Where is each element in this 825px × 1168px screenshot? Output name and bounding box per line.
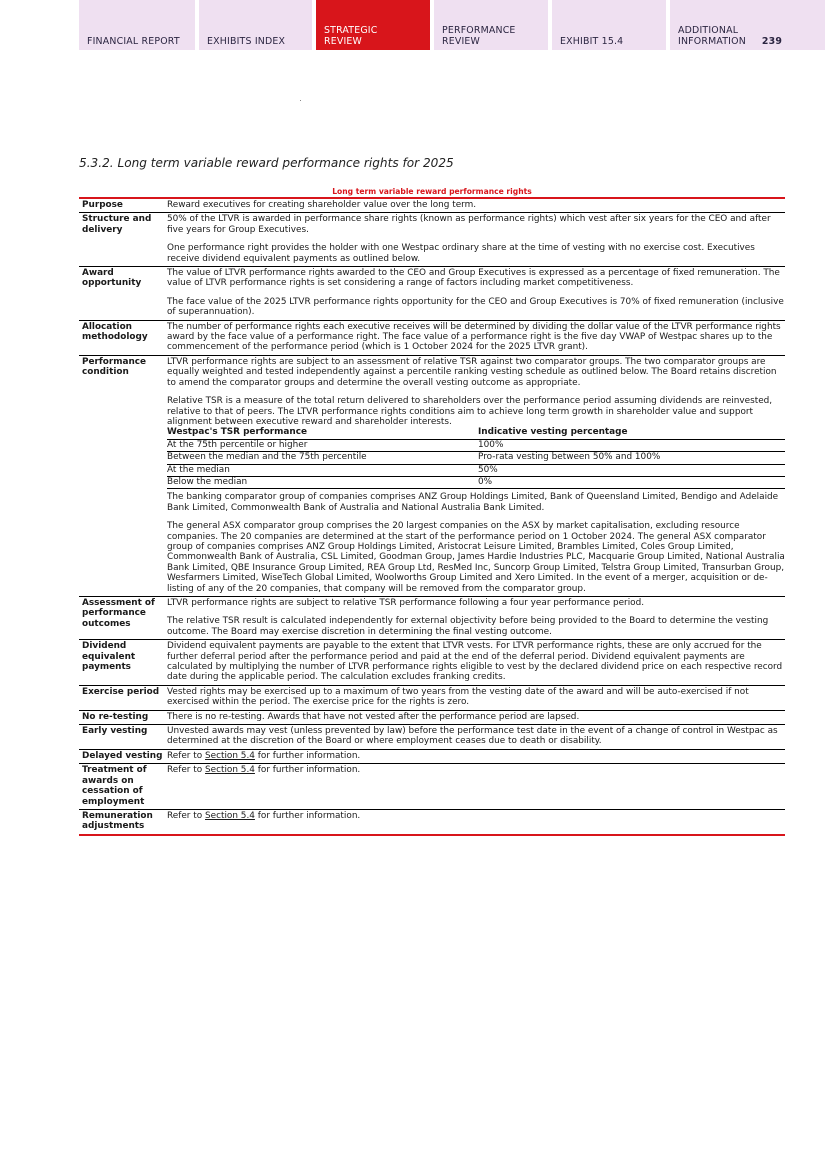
table-row — [79, 749, 785, 763]
tsr-vesting-table — [167, 427, 785, 489]
row-paragraph: One performance right provides the holder with one Westpac ordinary share at the time of vesting with no exercise cost. Executives receive dividend equivalent payments as outlined below. — [167, 243, 755, 264]
row-paragraph: Vested rights may be exercised up to a maximum of two years from the vesting date of the award and will be auto-exercised if not exercised within the period. The exercise price for the rights is zero. — [167, 686, 749, 708]
row-value — [167, 685, 785, 710]
row-value — [167, 809, 785, 834]
tsr-cell: Between the median and the 75th percentile — [167, 452, 478, 464]
tsr-cell: At the median — [167, 464, 478, 476]
reference-text: for further information. — [254, 765, 361, 776]
row-value — [167, 725, 785, 750]
row-label: No re-testing — [79, 710, 167, 724]
tsr-row — [167, 452, 785, 464]
tab-label: EXHIBITS INDEX — [207, 35, 286, 47]
reference-text: Refer to — [167, 765, 206, 776]
tab-exhibit-15-4[interactable] — [552, 0, 666, 50]
tsr-header-cell: Indicative vesting percentage — [478, 427, 785, 439]
row-value — [167, 213, 785, 267]
reference-text: Refer to — [167, 810, 206, 821]
table-row — [79, 213, 785, 267]
row-label: Remuneration adjustments — [79, 809, 167, 834]
tsr-header-cell: Westpac's TSR performance — [167, 427, 478, 439]
table-row — [79, 809, 785, 834]
row-paragraph: Unvested awards may vest (unless prevented by law) before the performance test date in the event of a change of control in Westpac as determined at the discretion of the Board or where employment ceases due to death or disability. — [167, 726, 778, 747]
tab-label: STRATEGIC REVIEW — [324, 25, 378, 47]
row-paragraph: The general ASX comparator group comprises the 20 largest companies on the ASX by market capitalisation, excluding resource companies. The 20 companies are determined at the start of the performance period on 1 October 2024. The general ASX comparator group of companies comprises ANZ Group Holdings Limited, Aristocrat Leisure Limited, Brambles Limited, Coles Group Limited, Commonwealth Bank of Australia, CSL Limited, Goodman Group, James Hardie Industries PLC, Macquarie Group Limited, National Australia Bank Limited, QBE Insurance Group Limited, REA Group Ltd, ResMed Inc, Suncorp Group Limited, Telstra Group Limited, Transurban Group, Wesfarmers Limited, WiseTech Global Limited, Woolworths Group Limited and Xero Limited. In the event of a merger, acquisition or de-listing of any of the 20 companies, that company will be removed from the comparator group. — [167, 521, 785, 594]
row-paragraph: Relative TSR is a measure of the total return delivered to shareholders over the performance period assuming dividends are reinvested, relative to that of peers. The LTVR performance rights conditions aim to achieve long term growth in shareholder value and support alignment between executive reward and shareholder interests. — [167, 396, 773, 427]
tab-financial-report[interactable] — [79, 0, 195, 50]
section-reference — [167, 811, 785, 821]
row-value — [167, 597, 785, 640]
row-paragraph: The banking comparator group of companies comprises ANZ Group Holdings Limited, Bank of Queensland Limited, Bendigo and Adelaide Bank Limited, Commonwealth Bank of Australia and National Australia Bank Limited. — [167, 492, 779, 513]
table-row — [79, 764, 785, 810]
row-label: Early vesting — [79, 725, 167, 750]
table-row — [79, 725, 785, 750]
table-row — [79, 710, 785, 724]
row-paragraph: The number of performance rights each executive receives will be determined by dividing the dollar value of the LTVR performance rights award by the face value of a performance right. The face value of a performance right is the five day VWAP of Westpac shares up to the commencement of the performance period (which is 1 October 2024 for the 2025 LTVR grant). — [167, 321, 781, 353]
reference-text: for further information. — [254, 810, 361, 821]
tsr-cell: 100% — [478, 439, 785, 451]
tsr-row — [167, 439, 785, 451]
row-label: Award opportunity — [79, 267, 167, 321]
tab-label: EXHIBIT 15.4 — [560, 35, 624, 47]
row-label: Delayed vesting — [79, 749, 167, 763]
table-row — [79, 355, 785, 596]
tsr-cell: 0% — [478, 476, 785, 488]
row-label: Structure and delivery — [79, 213, 167, 267]
table-row — [79, 640, 785, 686]
tsr-cell: 50% — [478, 464, 785, 476]
row-value — [167, 710, 785, 724]
tsr-cell: At the 75th percentile or higher — [167, 439, 478, 451]
reference-text: Refer to — [167, 750, 206, 761]
tsr-header-row — [167, 427, 785, 439]
table-row — [79, 267, 785, 321]
stray-dot — [300, 100, 301, 101]
ltvr-table — [79, 197, 785, 836]
row-label: Assessment of performance outcomes — [79, 597, 167, 640]
row-paragraph: Dividend equivalent payments are payable to the extent that LTVR vests. For LTVR performance rights, these are only accrued for the further deferral period after the performance period and paid at the end of the deferral period. Dividend equivalent payments are calculated by multiplying the number of LTVR performance rights eligible to vest by the declared dividend price on each respective record date during the applicable period. The calculation excludes franking credits. — [167, 641, 783, 683]
row-paragraph: There is no re-testing. Awards that have not vested after the performance period are lapsed. — [167, 711, 580, 722]
row-label: Purpose — [79, 198, 167, 213]
tab-additional-information[interactable] — [670, 0, 825, 50]
row-label: Allocation methodology — [79, 320, 167, 355]
section-reference — [167, 751, 785, 761]
tab-label: FINANCIAL REPORT — [87, 35, 180, 47]
table-row — [79, 198, 785, 213]
row-value — [167, 198, 785, 213]
row-paragraph: LTVR performance rights are subject to relative TSR performance following a four year performance period. — [167, 598, 645, 608]
row-value — [167, 267, 785, 321]
tsr-row — [167, 476, 785, 488]
table-row — [79, 597, 785, 640]
row-value — [167, 355, 785, 596]
reference-text: for further information. — [254, 750, 361, 761]
row-value — [167, 764, 785, 810]
row-paragraph: The relative TSR result is calculated independently for external objectivity before being provided to the Board to determine the vesting outcome. The Board may exercise discretion in determining the final vesting outcome. — [167, 616, 769, 637]
table-row — [79, 320, 785, 355]
row-label: Performance condition — [79, 355, 167, 596]
tab-label: ADDITIONAL INFORMATION — [678, 25, 746, 47]
tsr-row — [167, 464, 785, 476]
row-label: Treatment of awards on cessation of employment — [79, 764, 167, 810]
table-caption: Long term variable reward performance rights — [332, 187, 532, 196]
tab-strategic-review[interactable] — [316, 0, 430, 50]
section-link[interactable]: Section 5.4 — [205, 765, 255, 776]
section-reference — [167, 765, 785, 775]
row-label: Exercise period — [79, 685, 167, 710]
tsr-cell: Below the median — [167, 476, 478, 488]
row-paragraph: The value of LTVR performance rights awarded to the CEO and Group Executives is expressed as a percentage of fixed remuneration. The value of LTVR performance rights is set considering a range of factors including market competitiveness. — [167, 268, 780, 289]
row-label: Dividend equivalent payments — [79, 640, 167, 686]
table-row — [79, 685, 785, 710]
header-tabs — [79, 0, 825, 50]
row-value — [167, 749, 785, 763]
section-title: 5.3.2. Long term variable reward performance rights for 2025 — [79, 156, 454, 170]
section-link[interactable]: Section 5.4 — [205, 810, 255, 821]
row-paragraph: LTVR performance rights are subject to an assessment of relative TSR against two comparator groups. The two comparator groups are equally weighted and tested independently against a percentile ranking vesting schedule as outlined below. The Board retains discretion to amend the comparator groups and determine the overall vesting outcome as appropriate. — [167, 356, 777, 388]
tab-performance-review[interactable] — [434, 0, 548, 50]
tab-exhibits-index[interactable] — [199, 0, 312, 50]
row-paragraph: The face value of the 2025 LTVR performance rights opportunity for the CEO and Group Executives is 70% of fixed remuneration (inclusive of superannuation). — [167, 296, 784, 318]
row-value — [167, 640, 785, 686]
row-value — [167, 320, 785, 355]
tab-label: PERFORMANCE REVIEW — [442, 25, 516, 47]
section-link[interactable]: Section 5.4 — [205, 750, 255, 761]
row-paragraph: 50% of the LTVR is awarded in performance share rights (known as performance rights) which vest after six years for the CEO and after five years for Group Executives. — [167, 214, 771, 235]
row-paragraph: Reward executives for creating shareholder value over the long term. — [167, 200, 477, 210]
tsr-cell: Pro-rata vesting between 50% and 100% — [478, 452, 785, 464]
page-number: 239 — [761, 35, 783, 47]
